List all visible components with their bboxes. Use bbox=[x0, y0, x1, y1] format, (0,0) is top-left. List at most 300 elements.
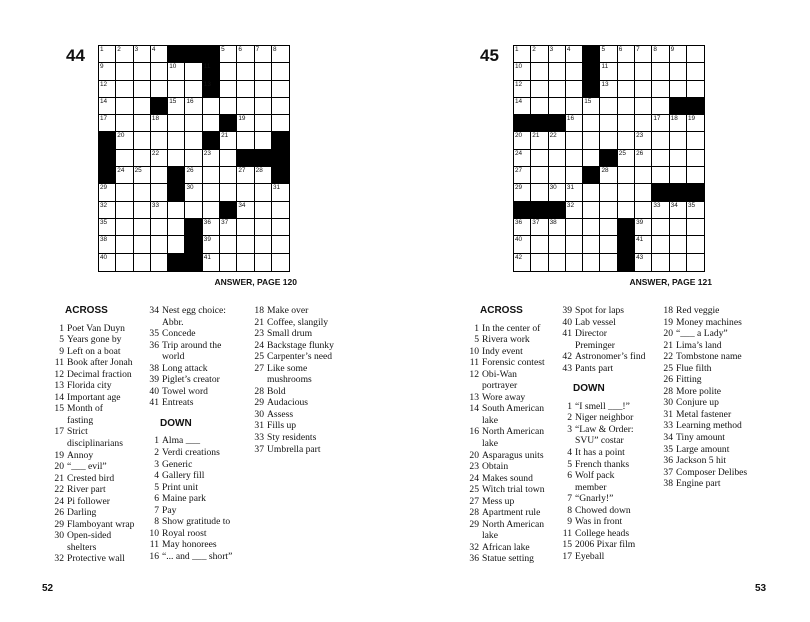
grid-cell[interactable] bbox=[531, 254, 548, 271]
block-cell bbox=[531, 202, 548, 219]
crossword-grid[interactable] bbox=[513, 45, 705, 272]
grid-cell[interactable] bbox=[687, 236, 704, 253]
grid-cell[interactable] bbox=[549, 132, 566, 149]
grid-cell[interactable] bbox=[583, 254, 600, 271]
grid-cell[interactable] bbox=[116, 81, 133, 98]
cell-number: 38 bbox=[100, 236, 108, 244]
grid-cell[interactable] bbox=[652, 236, 669, 253]
grid-cell[interactable] bbox=[635, 254, 652, 271]
clue-text: Month of bbox=[67, 403, 103, 415]
grid-cell[interactable] bbox=[237, 98, 254, 115]
grid-cell[interactable] bbox=[116, 167, 133, 184]
grid-cell[interactable] bbox=[134, 150, 151, 167]
grid-cell[interactable] bbox=[255, 184, 272, 201]
grid-cell[interactable] bbox=[99, 81, 116, 98]
grid-cell[interactable] bbox=[531, 63, 548, 80]
grid-cell[interactable] bbox=[600, 46, 617, 63]
grid-cell[interactable] bbox=[687, 254, 704, 271]
grid-cell[interactable] bbox=[185, 115, 202, 132]
grid-cell[interactable] bbox=[272, 236, 289, 253]
clue-number: 8 bbox=[154, 516, 159, 528]
grid-cell[interactable] bbox=[168, 202, 185, 219]
clue-text: 2006 Pixar film bbox=[575, 539, 636, 551]
clue-text: May honorees bbox=[162, 539, 217, 551]
crossword-grid[interactable] bbox=[98, 45, 290, 272]
grid-cell[interactable] bbox=[618, 150, 635, 167]
grid-cell[interactable] bbox=[255, 46, 272, 63]
grid-cell[interactable] bbox=[635, 132, 652, 149]
cell-number: 42 bbox=[515, 253, 523, 261]
grid-cell[interactable] bbox=[116, 184, 133, 201]
grid-cell[interactable] bbox=[566, 202, 583, 219]
grid-cell[interactable] bbox=[272, 184, 289, 201]
grid-cell[interactable] bbox=[687, 63, 704, 80]
grid-cell[interactable] bbox=[168, 132, 185, 149]
grid-cell[interactable] bbox=[600, 219, 617, 236]
grid-cell[interactable] bbox=[185, 150, 202, 167]
grid-cell[interactable] bbox=[687, 202, 704, 219]
grid-cell[interactable] bbox=[549, 63, 566, 80]
grid-cell[interactable] bbox=[618, 132, 635, 149]
grid-cell[interactable] bbox=[635, 115, 652, 132]
grid-cell[interactable] bbox=[237, 167, 254, 184]
grid-cell[interactable] bbox=[203, 236, 220, 253]
grid-cell[interactable] bbox=[116, 202, 133, 219]
grid-cell[interactable] bbox=[151, 150, 168, 167]
grid-cell[interactable] bbox=[531, 81, 548, 98]
grid-cell[interactable] bbox=[237, 63, 254, 80]
clue-number: 14 bbox=[54, 391, 64, 403]
clue-text: Astronomer’s find bbox=[575, 351, 646, 363]
across-heading: ACROSS bbox=[65, 305, 108, 316]
clue-text: Left on a boat bbox=[67, 345, 121, 357]
grid-cell[interactable] bbox=[168, 63, 185, 80]
grid-cell[interactable] bbox=[583, 98, 600, 115]
block-cell bbox=[220, 202, 237, 219]
grid-cell[interactable] bbox=[670, 202, 687, 219]
grid-cell[interactable] bbox=[116, 115, 133, 132]
grid-cell[interactable] bbox=[151, 81, 168, 98]
grid-cell[interactable] bbox=[618, 81, 635, 98]
grid-cell[interactable] bbox=[635, 236, 652, 253]
grid-cell[interactable] bbox=[151, 254, 168, 271]
grid-cell[interactable] bbox=[600, 167, 617, 184]
grid-cell[interactable] bbox=[99, 46, 116, 63]
grid-cell[interactable] bbox=[618, 115, 635, 132]
grid-cell[interactable] bbox=[203, 254, 220, 271]
grid-cell[interactable] bbox=[134, 254, 151, 271]
clue-number: 43 bbox=[562, 362, 572, 374]
grid-cell[interactable] bbox=[237, 254, 254, 271]
grid-cell[interactable] bbox=[116, 63, 133, 80]
across-heading: ACROSS bbox=[480, 305, 523, 316]
grid-cell[interactable] bbox=[185, 132, 202, 149]
clue-text: Metal fastener bbox=[676, 408, 732, 420]
grid-cell[interactable] bbox=[99, 219, 116, 236]
block-cell bbox=[185, 46, 202, 63]
grid-cell[interactable] bbox=[687, 81, 704, 98]
grid-cell[interactable] bbox=[220, 46, 237, 63]
grid-cell[interactable] bbox=[116, 236, 133, 253]
grid-cell[interactable] bbox=[687, 132, 704, 149]
clue-number: 25 bbox=[469, 484, 479, 496]
grid-cell[interactable] bbox=[566, 254, 583, 271]
grid-cell[interactable] bbox=[670, 219, 687, 236]
grid-cell[interactable] bbox=[134, 202, 151, 219]
grid-cell[interactable] bbox=[220, 219, 237, 236]
grid-cell[interactable] bbox=[549, 236, 566, 253]
grid-cell[interactable] bbox=[566, 132, 583, 149]
grid-cell[interactable] bbox=[583, 184, 600, 201]
grid-cell[interactable] bbox=[583, 132, 600, 149]
grid-cell[interactable] bbox=[670, 236, 687, 253]
grid-cell[interactable] bbox=[168, 115, 185, 132]
clue-number: 35 bbox=[663, 443, 673, 455]
grid-cell[interactable] bbox=[652, 202, 669, 219]
grid-cell[interactable] bbox=[116, 46, 133, 63]
grid-cell[interactable] bbox=[670, 254, 687, 271]
grid-cell[interactable] bbox=[514, 219, 531, 236]
grid-cell[interactable] bbox=[600, 63, 617, 80]
grid-cell[interactable] bbox=[99, 236, 116, 253]
grid-cell[interactable] bbox=[549, 150, 566, 167]
grid-cell[interactable] bbox=[134, 184, 151, 201]
grid-cell[interactable] bbox=[185, 202, 202, 219]
grid-cell[interactable] bbox=[514, 63, 531, 80]
grid-cell[interactable] bbox=[566, 184, 583, 201]
grid-cell[interactable] bbox=[549, 219, 566, 236]
grid-cell[interactable] bbox=[220, 184, 237, 201]
grid-cell[interactable] bbox=[635, 46, 652, 63]
cell-number: 9 bbox=[670, 46, 675, 53]
grid-cell[interactable] bbox=[99, 115, 116, 132]
grid-cell[interactable] bbox=[168, 150, 185, 167]
clue-text: Years gone by bbox=[67, 334, 122, 346]
grid-cell[interactable] bbox=[600, 98, 617, 115]
grid-cell[interactable] bbox=[237, 115, 254, 132]
down-clue bbox=[661, 432, 786, 444]
block-cell bbox=[618, 219, 635, 236]
grid-cell[interactable] bbox=[514, 236, 531, 253]
grid-cell[interactable] bbox=[635, 98, 652, 115]
grid-cell[interactable] bbox=[618, 184, 635, 201]
grid-cell[interactable] bbox=[600, 236, 617, 253]
grid-cell[interactable] bbox=[531, 219, 548, 236]
grid-cell[interactable] bbox=[203, 184, 220, 201]
grid-cell[interactable] bbox=[237, 202, 254, 219]
grid-cell[interactable] bbox=[99, 98, 116, 115]
block-cell bbox=[203, 132, 220, 149]
grid-cell[interactable] bbox=[116, 219, 133, 236]
grid-cell[interactable] bbox=[652, 81, 669, 98]
grid-cell[interactable] bbox=[514, 81, 531, 98]
grid-cell[interactable] bbox=[151, 202, 168, 219]
grid-cell[interactable] bbox=[203, 219, 220, 236]
grid-cell[interactable] bbox=[566, 150, 583, 167]
grid-cell[interactable] bbox=[272, 202, 289, 219]
grid-cell[interactable] bbox=[134, 98, 151, 115]
clue-number: 39 bbox=[562, 305, 572, 316]
grid-cell[interactable] bbox=[618, 63, 635, 80]
clue-number: 19 bbox=[54, 449, 64, 461]
grid-cell[interactable] bbox=[652, 115, 669, 132]
grid-cell[interactable] bbox=[255, 81, 272, 98]
grid-cell[interactable] bbox=[220, 254, 237, 271]
grid-cell[interactable] bbox=[237, 132, 254, 149]
grid-cell[interactable] bbox=[531, 132, 548, 149]
grid-cell[interactable] bbox=[531, 184, 548, 201]
grid-cell[interactable] bbox=[255, 236, 272, 253]
cell-number: 32 bbox=[100, 201, 108, 209]
grid-cell[interactable] bbox=[583, 150, 600, 167]
grid-cell[interactable] bbox=[220, 81, 237, 98]
grid-cell[interactable] bbox=[600, 184, 617, 201]
clue-text: member bbox=[575, 481, 607, 493]
grid-cell[interactable] bbox=[185, 184, 202, 201]
grid-cell[interactable] bbox=[116, 254, 133, 271]
grid-cell[interactable] bbox=[99, 63, 116, 80]
grid-cell[interactable] bbox=[566, 219, 583, 236]
grid-cell[interactable] bbox=[272, 115, 289, 132]
grid-cell[interactable] bbox=[514, 167, 531, 184]
clue-text: Fills up bbox=[267, 420, 297, 432]
grid-cell[interactable] bbox=[116, 98, 133, 115]
grid-cell[interactable] bbox=[185, 81, 202, 98]
grid-cell[interactable] bbox=[600, 254, 617, 271]
grid-cell[interactable] bbox=[549, 184, 566, 201]
grid-cell[interactable] bbox=[635, 150, 652, 167]
grid-cell[interactable] bbox=[272, 98, 289, 115]
grid-cell[interactable] bbox=[583, 202, 600, 219]
grid-cell[interactable] bbox=[272, 254, 289, 271]
grid-cell[interactable] bbox=[670, 46, 687, 63]
cell-number: 1 bbox=[100, 46, 104, 53]
grid-cell[interactable] bbox=[566, 236, 583, 253]
grid-cell[interactable] bbox=[220, 150, 237, 167]
grid-cell[interactable] bbox=[134, 219, 151, 236]
clue-number: 13 bbox=[54, 380, 64, 392]
grid-cell[interactable] bbox=[670, 81, 687, 98]
across-clue bbox=[52, 357, 157, 369]
grid-cell[interactable] bbox=[134, 81, 151, 98]
cell-number: 3 bbox=[134, 46, 139, 53]
grid-cell[interactable] bbox=[255, 254, 272, 271]
grid-cell[interactable] bbox=[220, 98, 237, 115]
grid-cell[interactable] bbox=[255, 115, 272, 132]
grid-cell[interactable] bbox=[134, 63, 151, 80]
clue-number: 12 bbox=[469, 368, 479, 380]
grid-cell[interactable] bbox=[600, 132, 617, 149]
grid-cell[interactable] bbox=[237, 46, 254, 63]
grid-cell[interactable] bbox=[203, 167, 220, 184]
down-clue bbox=[147, 435, 262, 447]
grid-cell[interactable] bbox=[168, 81, 185, 98]
clue-number: 11 bbox=[149, 539, 159, 551]
grid-cell[interactable] bbox=[203, 115, 220, 132]
grid-cell[interactable] bbox=[670, 115, 687, 132]
grid-cell[interactable] bbox=[134, 236, 151, 253]
grid-cell[interactable] bbox=[99, 254, 116, 271]
grid-cell[interactable] bbox=[600, 81, 617, 98]
grid-cell[interactable] bbox=[531, 98, 548, 115]
grid-cell[interactable] bbox=[237, 184, 254, 201]
grid-cell[interactable] bbox=[618, 46, 635, 63]
grid-cell[interactable] bbox=[549, 81, 566, 98]
clue-text: Spot for laps bbox=[575, 305, 625, 316]
grid-cell[interactable] bbox=[151, 46, 168, 63]
grid-cell[interactable] bbox=[272, 81, 289, 98]
grid-cell[interactable] bbox=[220, 132, 237, 149]
grid-cell[interactable] bbox=[255, 167, 272, 184]
grid-cell[interactable] bbox=[168, 219, 185, 236]
grid-cell[interactable] bbox=[220, 63, 237, 80]
grid-cell[interactable] bbox=[272, 219, 289, 236]
clue-text: Long attack bbox=[162, 362, 208, 374]
grid-cell[interactable] bbox=[151, 63, 168, 80]
grid-cell[interactable] bbox=[151, 219, 168, 236]
clue-number: 7 bbox=[567, 493, 572, 505]
grid-cell[interactable] bbox=[687, 150, 704, 167]
grid-cell[interactable] bbox=[255, 219, 272, 236]
grid-cell[interactable] bbox=[255, 202, 272, 219]
grid-cell[interactable] bbox=[549, 46, 566, 63]
grid-cell[interactable] bbox=[583, 115, 600, 132]
grid-cell[interactable] bbox=[652, 132, 669, 149]
grid-cell[interactable] bbox=[134, 167, 151, 184]
clue-text: Asparagus units bbox=[482, 449, 544, 461]
grid-cell[interactable] bbox=[566, 167, 583, 184]
grid-cell[interactable] bbox=[134, 46, 151, 63]
grid-cell[interactable] bbox=[618, 98, 635, 115]
grid-cell[interactable] bbox=[255, 132, 272, 149]
across-clues bbox=[52, 323, 157, 565]
grid-cell[interactable] bbox=[220, 236, 237, 253]
clue-number: 20 bbox=[663, 328, 673, 340]
grid-cell[interactable] bbox=[151, 132, 168, 149]
grid-cell[interactable] bbox=[255, 63, 272, 80]
grid-cell[interactable] bbox=[531, 46, 548, 63]
grid-cell[interactable] bbox=[549, 167, 566, 184]
grid-cell[interactable] bbox=[583, 219, 600, 236]
grid-cell[interactable] bbox=[566, 98, 583, 115]
grid-cell[interactable] bbox=[185, 98, 202, 115]
grid-cell[interactable] bbox=[618, 167, 635, 184]
grid-cell[interactable] bbox=[237, 236, 254, 253]
grid-cell[interactable] bbox=[652, 46, 669, 63]
grid-cell[interactable] bbox=[203, 150, 220, 167]
block-cell bbox=[168, 46, 185, 63]
grid-cell[interactable] bbox=[203, 98, 220, 115]
grid-cell[interactable] bbox=[514, 150, 531, 167]
clue-text: Money machines bbox=[676, 316, 742, 328]
grid-cell[interactable] bbox=[670, 132, 687, 149]
grid-cell[interactable] bbox=[566, 63, 583, 80]
grid-cell[interactable] bbox=[151, 167, 168, 184]
grid-cell[interactable] bbox=[652, 98, 669, 115]
grid-cell[interactable] bbox=[185, 167, 202, 184]
grid-cell[interactable] bbox=[134, 115, 151, 132]
grid-cell[interactable] bbox=[531, 236, 548, 253]
clue-number: 27 bbox=[469, 495, 479, 507]
grid-cell[interactable] bbox=[185, 63, 202, 80]
grid-cell[interactable] bbox=[531, 150, 548, 167]
grid-cell[interactable] bbox=[99, 184, 116, 201]
grid-cell[interactable] bbox=[687, 115, 704, 132]
grid-cell[interactable] bbox=[514, 132, 531, 149]
clue-column-2 bbox=[147, 305, 262, 562]
grid-cell[interactable] bbox=[566, 81, 583, 98]
grid-cell[interactable] bbox=[168, 98, 185, 115]
grid-cell[interactable] bbox=[670, 167, 687, 184]
grid-cell[interactable] bbox=[255, 98, 272, 115]
grid-cell[interactable] bbox=[514, 46, 531, 63]
grid-cell[interactable] bbox=[203, 202, 220, 219]
grid-cell[interactable] bbox=[116, 132, 133, 149]
grid-cell[interactable] bbox=[514, 184, 531, 201]
clue-number: 18 bbox=[254, 305, 264, 316]
grid-cell[interactable] bbox=[566, 46, 583, 63]
grid-cell[interactable] bbox=[531, 167, 548, 184]
grid-cell[interactable] bbox=[99, 202, 116, 219]
down-clues-continued bbox=[661, 305, 786, 490]
grid-cell[interactable] bbox=[549, 254, 566, 271]
grid-cell[interactable] bbox=[600, 202, 617, 219]
grid-cell[interactable] bbox=[168, 236, 185, 253]
grid-cell[interactable] bbox=[670, 63, 687, 80]
grid-cell[interactable] bbox=[514, 254, 531, 271]
grid-cell[interactable] bbox=[635, 63, 652, 80]
grid-cell[interactable] bbox=[220, 167, 237, 184]
grid-cell[interactable] bbox=[652, 63, 669, 80]
grid-cell[interactable] bbox=[151, 115, 168, 132]
grid-cell[interactable] bbox=[635, 167, 652, 184]
grid-cell[interactable] bbox=[151, 184, 168, 201]
across-clue bbox=[560, 305, 675, 317]
grid-cell[interactable] bbox=[549, 98, 566, 115]
grid-cell[interactable] bbox=[272, 46, 289, 63]
grid-cell[interactable] bbox=[237, 219, 254, 236]
grid-cell[interactable] bbox=[652, 254, 669, 271]
grid-cell[interactable] bbox=[670, 150, 687, 167]
grid-cell[interactable] bbox=[237, 81, 254, 98]
grid-cell[interactable] bbox=[635, 81, 652, 98]
grid-cell[interactable] bbox=[635, 219, 652, 236]
clue-text: North American bbox=[482, 426, 545, 438]
down-clue bbox=[661, 467, 786, 479]
grid-cell[interactable] bbox=[272, 63, 289, 80]
cell-number: 20 bbox=[515, 132, 523, 140]
grid-cell[interactable] bbox=[116, 150, 133, 167]
clue-text: Darling bbox=[67, 507, 97, 519]
grid-cell[interactable] bbox=[687, 46, 704, 63]
grid-cell[interactable] bbox=[514, 98, 531, 115]
grid-cell[interactable] bbox=[583, 236, 600, 253]
grid-cell[interactable] bbox=[687, 167, 704, 184]
grid-cell[interactable] bbox=[618, 202, 635, 219]
clue-text: Jackson 5 hit bbox=[676, 455, 727, 467]
grid-cell[interactable] bbox=[600, 115, 617, 132]
grid-cell[interactable] bbox=[652, 150, 669, 167]
grid-cell[interactable] bbox=[635, 202, 652, 219]
grid-cell[interactable] bbox=[652, 167, 669, 184]
grid-cell[interactable] bbox=[687, 219, 704, 236]
across-clue bbox=[560, 363, 675, 375]
grid-cell[interactable] bbox=[635, 184, 652, 201]
grid-cell[interactable] bbox=[566, 115, 583, 132]
grid-cell[interactable] bbox=[134, 132, 151, 149]
grid-cell[interactable] bbox=[151, 236, 168, 253]
grid-cell[interactable] bbox=[652, 219, 669, 236]
